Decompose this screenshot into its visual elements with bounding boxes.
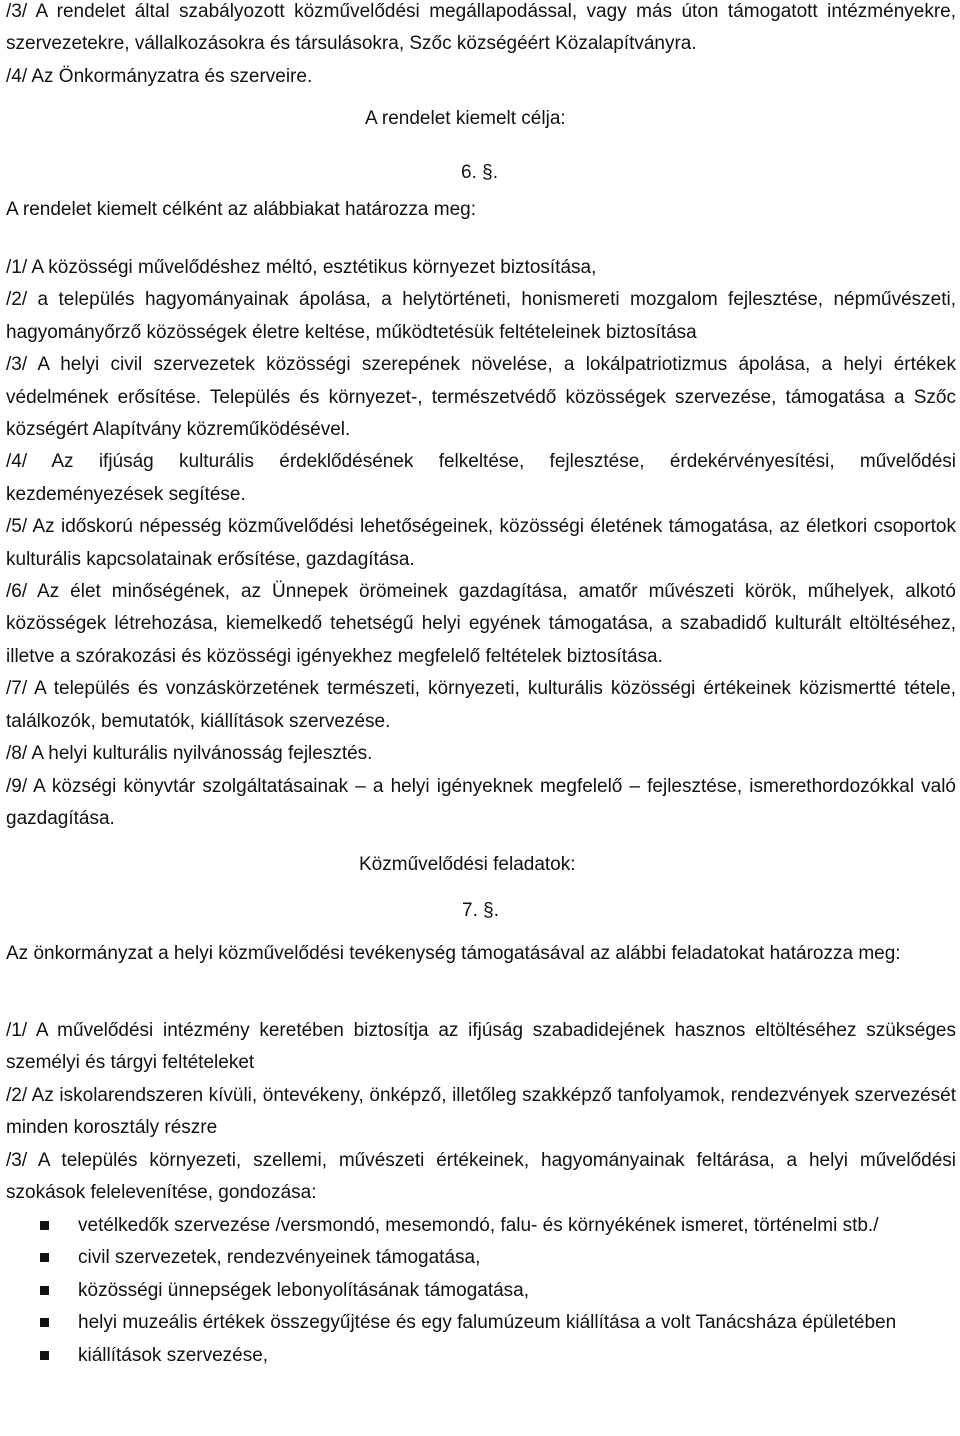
bullet-item: kiállítások szervezése, — [6, 1340, 956, 1372]
square-bullet-icon — [40, 1286, 49, 1295]
section-6-item: /6/ Az élet minőségének, az Ünnepek örömeinek gazdagítása, amatőr művészeti körök, műhelyek, alkotó közösségek létrehozása, kiemelkedő tehetségű helyi egyének támogatása, a szabadidő kulturált eltöltéséhez, illetve a szórakozási és közösségi igényekhez megfelelő feltételek biztosítása. — [6, 581, 956, 667]
bullet-item: civil szervezetek, rendezvényeinek támogatása, — [6, 1242, 956, 1274]
section-6-item: /5/ Az időskorú népesség közművelődési lehetőségeinek, közösségi életének támogatása, az életkori csoportok kulturális kapcsolatainak erősítése, gazdagítása. — [6, 516, 956, 570]
square-bullet-icon — [40, 1351, 49, 1360]
bullet-item: vetélkedők szervezése /versmondó, mesemondó, falu- és környékének ismeret, történelmi stb./ — [6, 1210, 956, 1242]
intro-block — [6, 0, 956, 93]
square-bullet-icon — [40, 1221, 49, 1230]
section-6-item: /9/ A községi könyvtár szolgáltatásainak – a helyi igényeknek megfelelő – fejlesztése, ismerethordozókkal való gazdagítása. — [6, 775, 956, 829]
section-6-item: /3/ A helyi civil szervezetek közösségi szerepének növelése, a lokálpatriotizmus ápolása, a helyi értékek védelmének erősítése. Település és környezet-, természetvédő közösségek szervezése, támogatása a Szőc községért Alapítvány közreműködésével. — [6, 354, 956, 441]
section-6-item: /2/ a település hagyományainak ápolása, a helytörténeti, honismereti mozgalom fejlesztése, népművészeti, hagyományőrző közösségek életre keltése, működtetésük feltételeinek biztosítása — [6, 289, 956, 343]
section-6-item: /4/ Az ifjúság kulturális érdeklődésének felkeltése, fejlesztése, érdekérvényesítési, művelődési kezdeményezések segítése. — [6, 451, 956, 505]
intro-item-3: /3/ A rendelet által szabályozott közművelődési megállapodással, vagy más úton támogatott intézményekre, szervezetekre, vállalkozásokra és társulásokra, Szőc községéért Közalapítványra. — [6, 1, 956, 55]
section-6-number: 6. §. — [461, 162, 498, 183]
section-7-list — [6, 1015, 956, 1209]
section-6-heading: A rendelet kiemelt célja: — [365, 108, 566, 129]
section-7-item: /1/ A művelődési intézmény keretében biztosítja az ifjúság szabadidejének hasznos eltöltéséhez szükséges személyi és tárgyi feltételeket — [6, 1020, 956, 1074]
section-7-lead: Az önkormányzat a helyi közművelődési tevékenység támogatásával az alábbi feladatokat határozza meg: — [6, 943, 901, 964]
square-bullet-icon — [40, 1253, 49, 1262]
square-bullet-icon — [40, 1318, 49, 1327]
bullet-item: közösségi ünnepségek lebonyolításának támogatása, — [6, 1275, 956, 1307]
intro-item-4: /4/ Az Önkormányzatra és szerveire. — [6, 65, 313, 87]
section-6-item: /1/ A közösségi művelődéshez méltó, esztétikus környezet biztosítása, — [6, 257, 597, 278]
section-6-list — [6, 252, 956, 835]
section-7-bullet-list — [6, 1210, 956, 1372]
section-7-lead-block — [6, 938, 956, 970]
section-7-number: 7. §. — [462, 900, 499, 921]
section-7-item: /2/ Az iskolarendszeren kívüli, öntevékeny, önképző, illetőleg szakképző tanfolyamok, rendezvények szervezését minden korosztály részre — [6, 1084, 956, 1139]
section-7-item: /3/ A település környezeti, szellemi, művészeti értékeinek, hagyományainak feltárása, a helyi művelődési szokások felelevenítése, gondozása: — [6, 1149, 956, 1204]
bullet-item: helyi muzeális értékek összegyűjtése és egy falumúzeum kiállítása a volt Tanácsháza épületében — [6, 1307, 956, 1339]
section-6-item: /8/ A helyi kulturális nyilvánosság fejlesztés. — [6, 743, 373, 765]
section-6-lead: A rendelet kiemelt célként az alábbiakat határozza meg: — [6, 199, 476, 220]
section-7-heading: Közművelődési feladatok: — [359, 854, 576, 875]
section-6-item: /7/ A település és vonzáskörzetének természeti, környezeti, kulturális közösségi értékeinek közismertté tétele, találkozók, bemutatók, kiállítások szervezése. — [6, 678, 956, 732]
